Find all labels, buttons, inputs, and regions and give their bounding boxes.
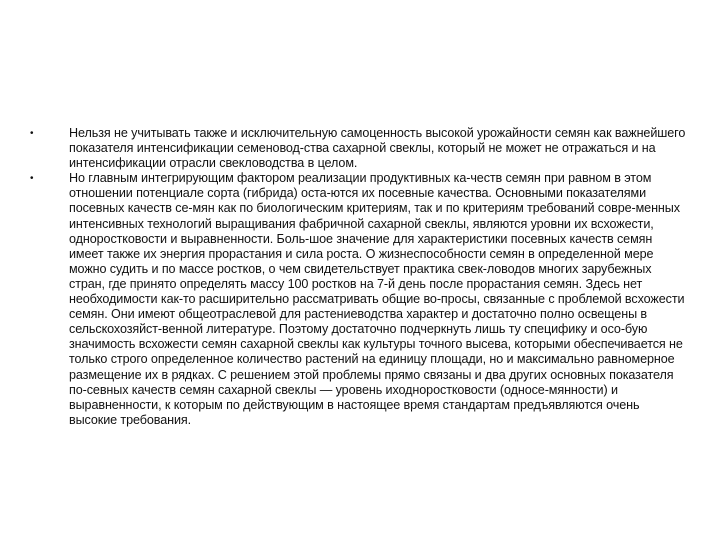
bullet-icon: • [30, 128, 34, 139]
bullet-list [30, 126, 690, 428]
bullet-item [30, 171, 690, 428]
bullet-item [30, 126, 690, 171]
bullet-icon: • [30, 173, 34, 185]
bullet-text: Нельзя не учитывать также и исключительную самоценность высокой урожайности семян как важнейшего показателя интенсификации семеновод-ства сахарной свеклы, который не может не отражаться и на интенсификации отрасли свекловодства в целом. [69, 126, 686, 171]
bullet-text: Но главным интегрирующим фактором реализации продуктивных ка-честв семян при равном в этом отношении потенциале сорта (гибрида) оста-ются их посевные качества. Основными показателями посевных качеств се-мян как по биологическим критериям, так и по критериям требований совре-менных интенсивных технологий выращивания фабричной сахарной свеклы, являются уровни их всхожести, одноростковости и выравненности. Боль-шое значение для характеристики посевных качеств семян имеет также их энергия прорастания и сила роста. О жизнеспособности семян в определенной мере можно судить и по массе ростков, о чем свидетельствует практика свек-ловодов многих зарубежных стран, где принято определять массу 100 ростков на 7-й день после прорастания семян. Здесь нет необходимости как-то расширительно рассматривать общие во-просы, связанные с проблемой всхожести семян. Они имеют общеотраслевой для растениеводства характер и достаточно полно освещены в сельскохозяйст-венной литературе. Поэтому достаточно подчеркнуть лишь ту специфику и осо-бую значимость всхожести семян сахарной свеклы как культуры точного высева, которыми обеспечивается не только строго определенное количество растений на единицу площади, но и максимально равномерное размещение их в рядках. С решением этой проблемы прямо связаны и два других основных показателя по-севных качеств семян сахарной свеклы — уровень иходноростковости (односе-мянности) и выравненности, к которым по действующим в настоящее время стандартам предъявляются очень высокие требования. [69, 171, 685, 427]
